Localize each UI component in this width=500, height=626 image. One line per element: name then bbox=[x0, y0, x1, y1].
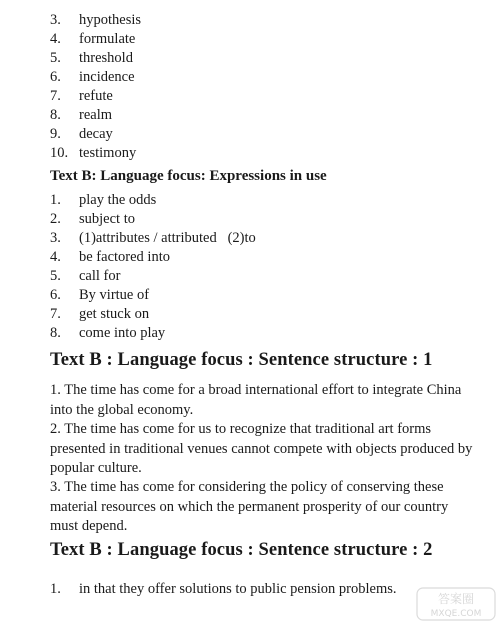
watermark-line1: 答案圈 bbox=[437, 592, 475, 606]
sentence-paragraph: 3. The time has come for considering the policy of conserving these material resources on which the permanent prosperity of our country must depend. bbox=[50, 479, 449, 534]
watermark-icon bbox=[416, 587, 496, 621]
sentence-paragraph: 2. The time has come for us to recognize that traditional art forms presented in traditional venues cannot compete with objects produced by popular culture. bbox=[50, 421, 473, 476]
watermark-logo bbox=[416, 587, 496, 621]
watermark-line2: MXQE.COM bbox=[430, 609, 482, 619]
section-heading-structure-1: Text B : Language focus : Sentence structure : 1 bbox=[50, 350, 433, 370]
section-heading-structure-2: Text B : Language focus : Sentence structure : 2 bbox=[50, 540, 433, 560]
sentence-paragraph: 1. The time has come for a broad international effort to integrate China into the global economy. bbox=[50, 382, 462, 418]
document-page: 3. hypothesis 4. formulate 5. threshold 6. incidence 7. refute 8. realm 9. decay 10. testimony Text B: Language focus: Expressions in use 1. play the odds 2. subject to 3. (1)attributes / attributed (2)to 4. be factored into 5. call for 6. By virtue of 7. get stuck on 8. come into play Text B : Language focus : Sentence structure : 1 1. The time has come for a broad international effort to integrate China into the global economy. 2. The time has come for us to recognize that traditional art forms presented in traditional venues cannot compete with objects produced by popular culture. 3. The time has come for considering the policy of conserving these material resources on which the permanent prosperity of our country must depend. Text B : Language focus : Sentence structure : 2 1. in that they offer solutions to public pension problems. 答案圈 MXQE.COM bbox=[0, 0, 500, 625]
section-heading-expressions: Text B: Language focus: Expressions in use bbox=[50, 168, 327, 184]
